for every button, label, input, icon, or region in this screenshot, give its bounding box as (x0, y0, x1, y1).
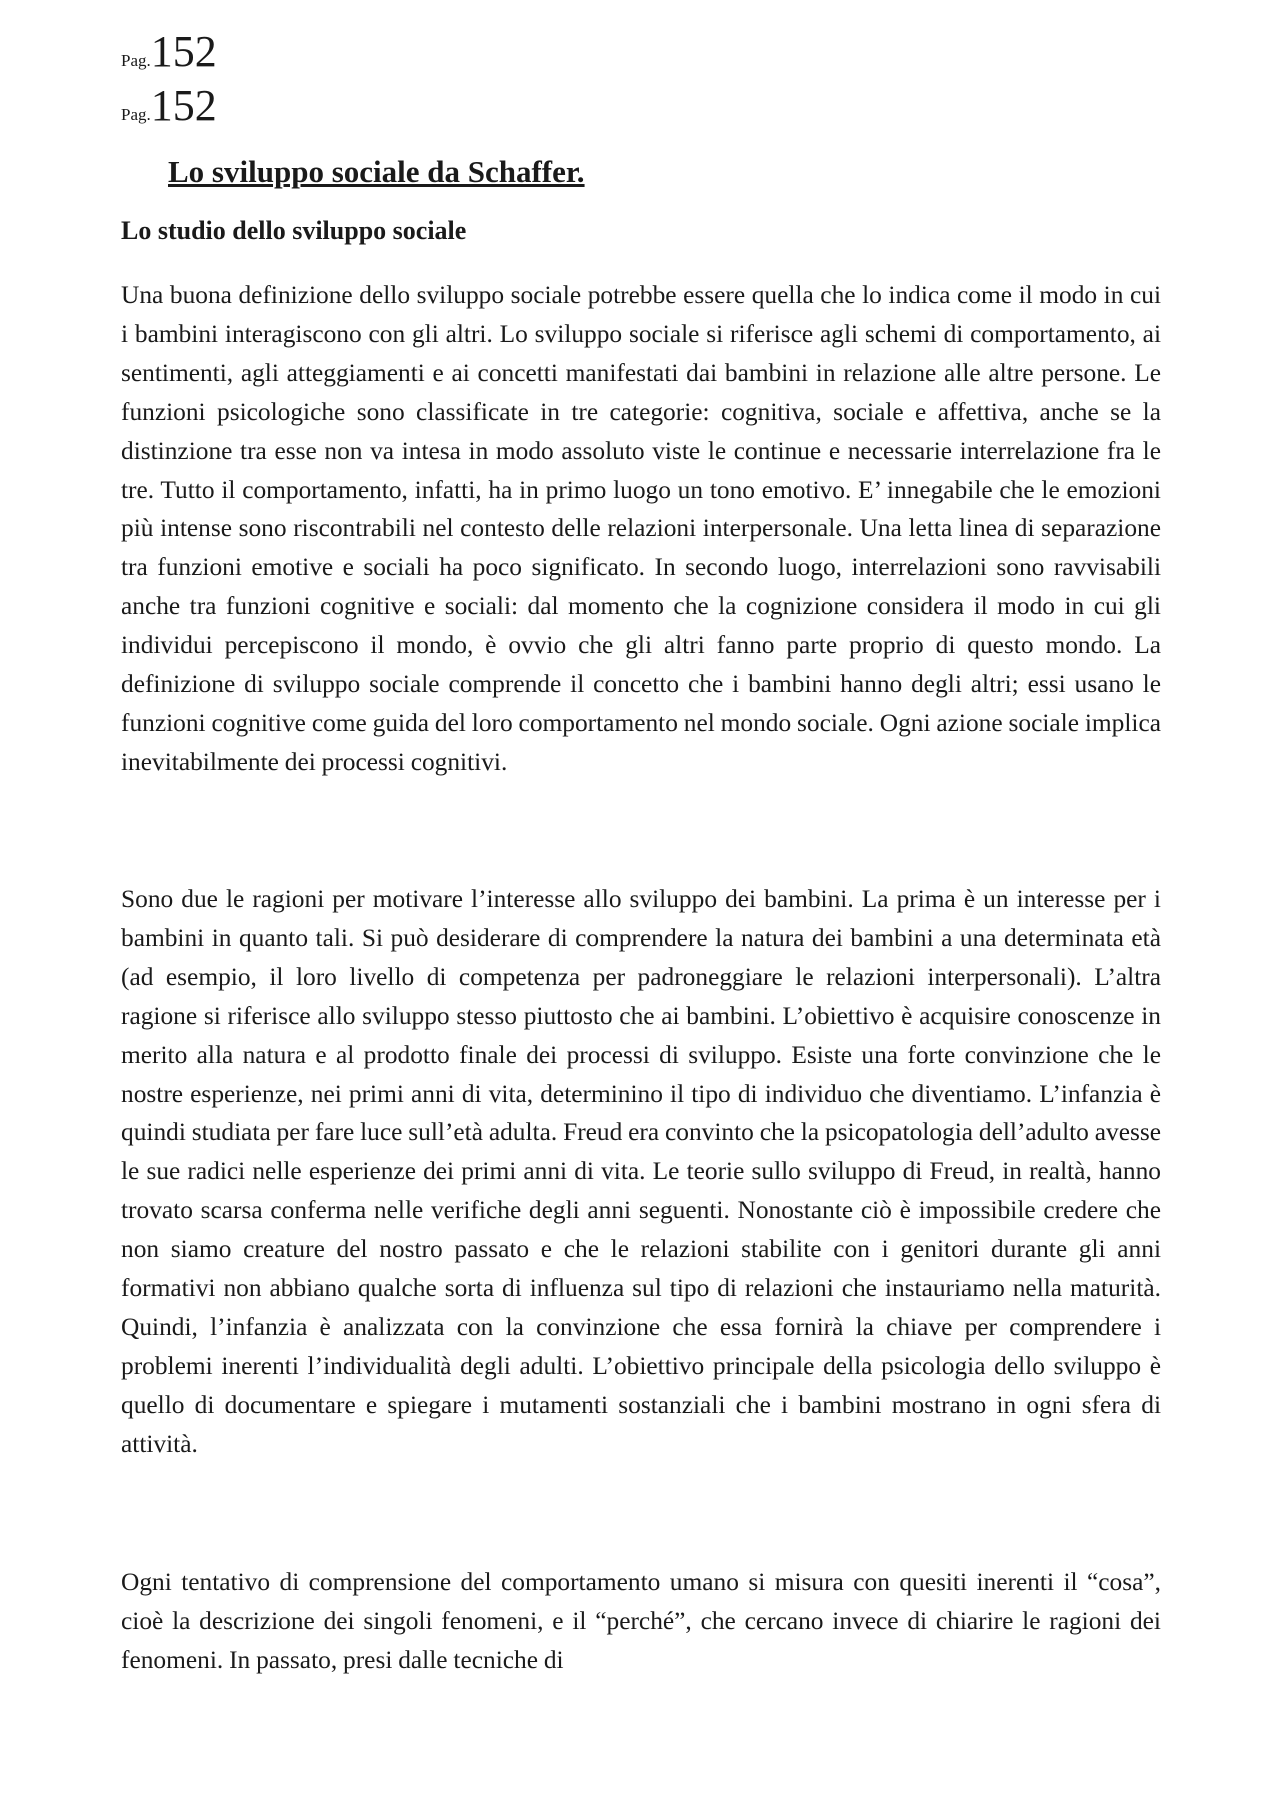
page-number-header (121, 27, 217, 76)
page-number: 152 (150, 27, 217, 76)
body-paragraph: Sono due le ragioni per motivare l’interesse allo sviluppo dei bambini. La prima è un interesse per i bambini in quanto tali. Si può desiderare di comprendere la natura dei bambini a una determinata età (ad esempio, il loro livello di competenza per padroneggiare le relazioni interpersonali). L’altra ragione si riferisce allo sviluppo stesso piuttosto che ai bambini. L’obiettivo è acquisire conoscenze in merito alla natura e al prodotto finale dei processi di sviluppo. Esiste una forte convinzione che le nostre esperienze, nei primi anni di vita, determinino il tipo di individuo che diventiamo. L’infanzia è quindi studiata per fare luce sull’età adulta. Freud era convinto che la psicopatologia dell’adulto avesse le sue radici nelle esperienze dei primi anni di vita. Le teorie sullo sviluppo di Freud, in realtà, hanno trovato scarsa conferma nelle verifiche degli anni seguenti. Nonostante ciò è impossibile credere che non siamo creature del nostro passato e che le relazioni stabilite con i genitori durante gli anni formativi non abbiano qualche sorta di influenza sul tipo di relazioni che instauriamo nella maturità. Quindi, l’infanzia è analizzata con la convinzione che essa fornirà la chiave per comprendere i problemi inerenti l’individualità degli adulti. L’obiettivo principale della psicologia dello sviluppo è quello di documentare e spiegare i mutamenti sostanziali che i bambini mostrano in ogni sfera di attività. (121, 885, 1161, 1458)
body-paragraph: Ogni tentativo di comprensione del comportamento umano si misura con quesiti inerenti il “cosa”, cioè la descrizione dei singoli fenomeni, e il “perché”, che cercano invece di chiarire le ragioni dei fenomeni. In passato, presi dalle tecniche di (121, 1568, 1161, 1674)
section-heading: Lo studio dello sviluppo sociale (121, 216, 467, 245)
page-number: 152 (150, 81, 217, 130)
page-label: Pag. (121, 105, 151, 124)
body-paragraph: Una buona definizione dello sviluppo sociale potrebbe essere quella che lo indica come il modo in cui i bambini interagiscono con gli altri. Lo sviluppo sociale si riferisce agli schemi di comportamento, ai sentimenti, agli atteggiamenti e ai concetti manifestati dai bambini in relazione alle altre persone. Le funzioni psicologiche sono classificate in tre categorie: cognitiva, sociale e affettiva, anche se la distinzione tra esse non va intesa in modo assoluto viste le continue e necessarie interrelazione fra le tre. Tutto il comportamento, infatti, ha in primo luogo un tono emotivo. E’ innegabile che le emozioni più intense sono riscontrabili nel contesto delle relazioni interpersonale. Una letta linea di separazione tra funzioni emotive e sociali ha poco significato. In secondo luogo, interrelazioni sono ravvisabili anche tra funzioni cognitive e sociali: dal momento che la cognizione considera il modo in cui gli individui percepiscono il mondo, è ovvio che gli altri fanno parte proprio di questo mondo. La definizione di sviluppo sociale comprende il concetto che i bambini hanno degli altri; essi usano le funzioni cognitive come guida del loro comportamento nel mondo sociale. Ogni azione sociale implica inevitabilmente dei processi cognitivi. (121, 281, 1161, 776)
document-title: Lo sviluppo sociale da Schaffer. (168, 154, 585, 189)
page-number-header (121, 81, 217, 130)
page-label: Pag. (121, 51, 151, 70)
